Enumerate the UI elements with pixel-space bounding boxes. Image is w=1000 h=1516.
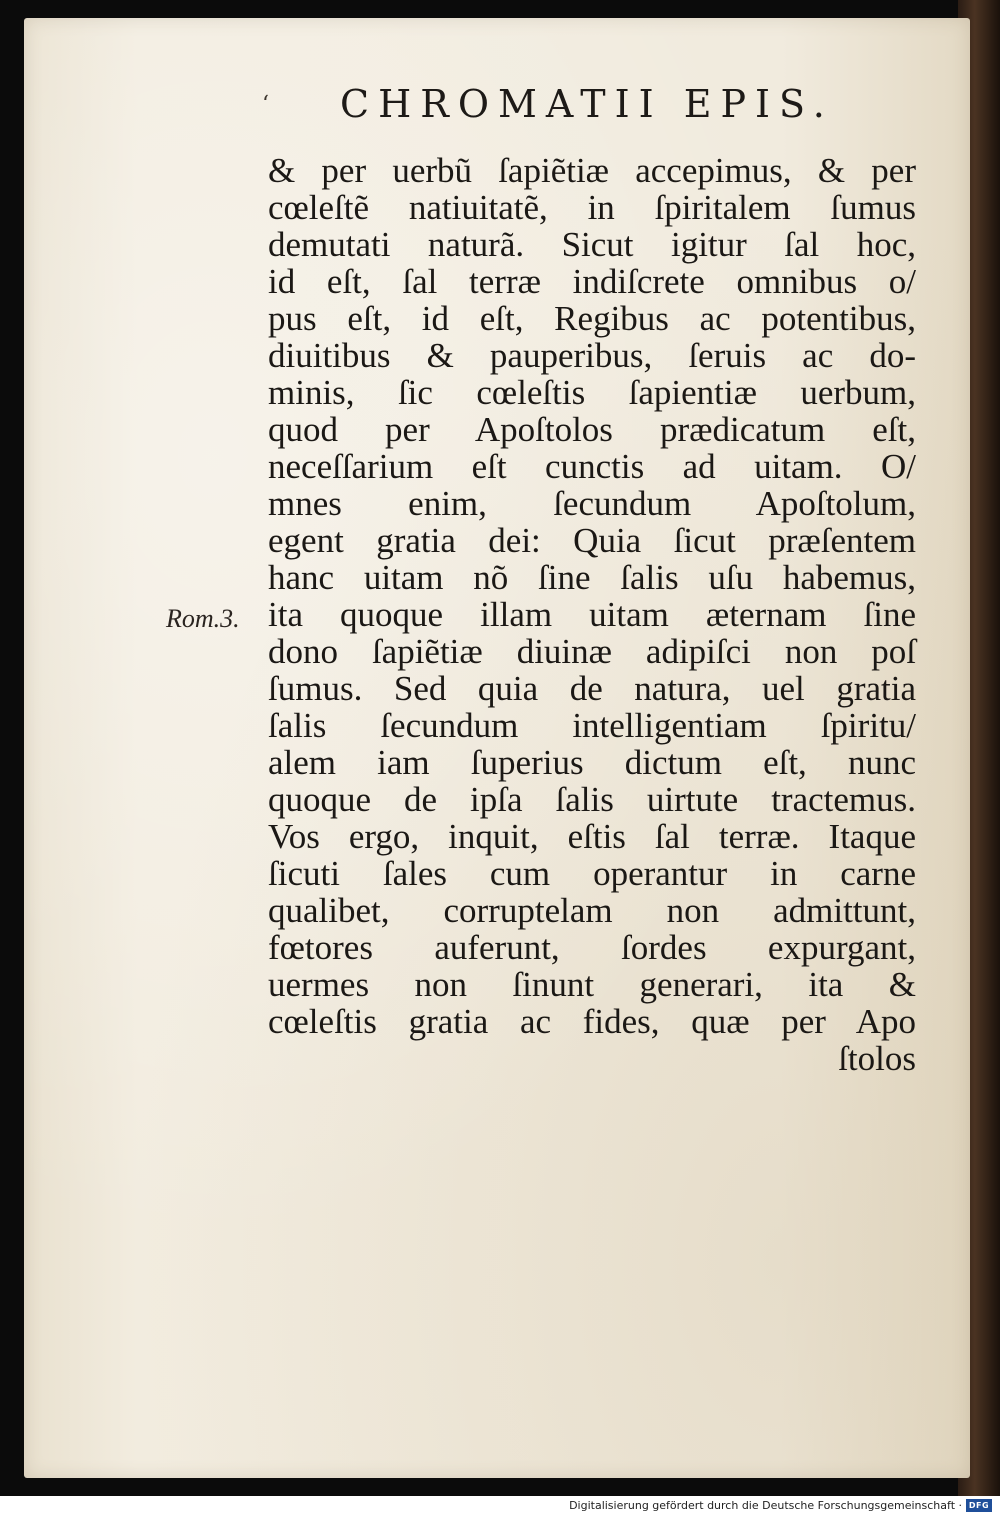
text-line: quoque de ipſa ſalis uirtute tractemus. (268, 780, 916, 819)
text-line: ſalis ſecundum intelligentiam ſpiritu/ (268, 706, 916, 745)
text-line: uermes non ſinunt generari, ita & (268, 965, 916, 1004)
funding-credit: Digitalisierung gefördert durch die Deutsche Forschungsgemeinschaft · (569, 1499, 962, 1512)
text-line: diuitibus & pauperibus, ſeruis ac do- (268, 336, 916, 375)
text-line: minis, ſic cœleſtis ſapientiæ uerbum, (268, 373, 916, 412)
text-line: quod per Apoſtolos prædicatum eſt, (268, 410, 916, 449)
text-line: qualibet, corruptelam non admittunt, (268, 891, 916, 930)
text-line: demutati naturã. Sicut igitur ſal hoc, (268, 225, 916, 264)
text-line: cœleſtẽ natiuitatẽ, in ſpiritalem ſumus (268, 188, 916, 227)
text-line: ſicuti ſales cum operantur in carne (268, 854, 916, 893)
text-line: alem iam ſuperius dictum eſt, nunc (268, 743, 916, 782)
running-head: CHROMATII EPIS. (340, 82, 834, 126)
dfg-logo-icon: DFG (966, 1499, 992, 1512)
text-line: neceſſarium eſt cunctis ad uitam. O/ (268, 447, 916, 486)
text-line: id eſt, ſal terræ indiſcrete omnibus o/ (268, 262, 916, 301)
text-line: mnes enim, ſecundum Apoſtolum, (268, 484, 916, 523)
body-text (268, 152, 916, 1077)
text-line: fœtores auferunt, ſordes expurgant, (268, 928, 916, 967)
text-line: cœleſtis gratia ac fides, quæ per Apo (268, 1002, 916, 1041)
text-line: ſumus. Sed quia de natura, uel gratia (268, 669, 916, 708)
catchword: ſtolos (838, 1039, 916, 1078)
text-line: egent gratia dei: Quia ſicut præſentem (268, 521, 916, 560)
header-mark: ‘ (262, 92, 269, 117)
text-line: dono ſapiẽtiæ diuinæ adipiſci non poſ (268, 632, 916, 671)
text-line: Vos ergo, inquit, eſtis ſal terræ. Itaque (268, 817, 916, 856)
digitization-footer (0, 1496, 1000, 1516)
text-line: hanc uitam nõ ſine ſalis uſu habemus, (268, 558, 916, 597)
text-line: & per uerbũ ſapiẽtiæ accepimus, & per (268, 151, 916, 190)
marginal-note: Rom.3. (166, 604, 240, 633)
text-line: pus eſt, id eſt, Regibus ac potentibus, (268, 299, 916, 338)
text-line: ita quoque illam uitam æternam ſine (268, 595, 916, 634)
